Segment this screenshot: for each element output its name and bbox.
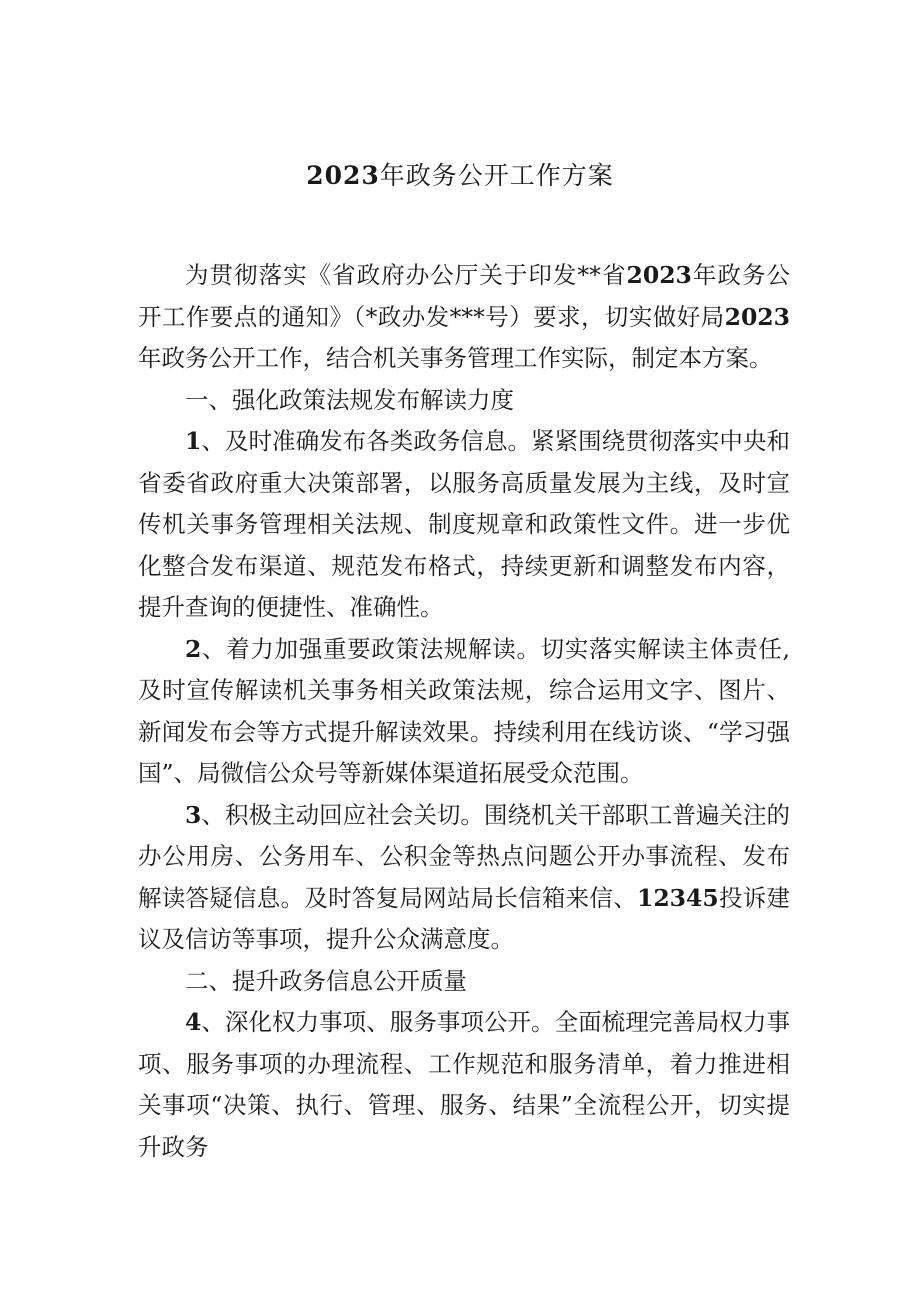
document-body <box>138 255 790 1168</box>
intro-text-1: 为贯彻落实《省政府办公厅关于印发**省 <box>185 261 627 289</box>
section-heading-2: 二、提升政务信息公开质量 <box>185 966 467 995</box>
intro-paragraph <box>138 255 790 380</box>
document-title <box>0 158 920 194</box>
title-year: 2023 <box>306 161 380 190</box>
item-number-2: 2 <box>185 634 202 663</box>
item-number-4: 4 <box>185 1008 202 1036</box>
item-paragraph-2 <box>138 629 790 795</box>
item-text-2: 、着力加强重要政策法规解读。切实落实解读主体责任,及时宣传解读机关事务相关政策法规，综合运用文字、图片、新闻发布会等方式提升解读效果。持续利用在线访谈、“学习强国”、局微信公众号等新媒体渠道拓展受众范围。 <box>138 634 790 787</box>
intro-text-2: 年政务公开工作要点的通知》（*政办发***号）要求，切实做好局 <box>138 261 791 331</box>
item-text-4: 、深化权力事项、服务事项公开。全面梳理完善局权力事项、服务事项的办理流程、工作规范和服务清单，着力推进相关事项“决策、执行、管理、服务、结果”全流程公开，切实提升政务 <box>138 1008 790 1161</box>
item-paragraph-1 <box>138 421 790 629</box>
intro-text-3: 年政务公开工作，结合机关事务管理工作实际，制定本方案。 <box>138 344 773 372</box>
item-text-3b: 投诉建议及信访等事项，提升公众满意度。 <box>138 883 791 953</box>
item-paragraph-4 <box>138 1002 790 1168</box>
item-hotline-number: 12345 <box>636 883 719 912</box>
intro-year-2: 2023 <box>724 302 790 331</box>
section-heading-1: 一、强化政策法规发布解读力度 <box>185 385 514 414</box>
title-text: 年政务公开工作方案 <box>379 161 614 190</box>
item-text-1: 、及时准确发布各类政务信息。紧紧围绕贯彻落实中央和省委省政府重大决策部署，以服务高质量发展为主线，及时宣传机关事务管理相关法规、制度规章和政策性文件。进一步优化整合发布渠道、规范发布格式，持续更新和调整发布内容，提升查询的便捷性、准确性。 <box>138 427 790 621</box>
item-text-3a: 、积极主动回应社会关切。围绕机关干部职工普遍关注的办公用房、公务用车、公积金等热点问题公开办事流程、发布解读答疑信息。及时答复局网站局长信箱来信、 <box>138 800 790 912</box>
item-number-1: 1 <box>185 427 202 455</box>
intro-year-1: 2023 <box>626 261 692 289</box>
item-paragraph-3 <box>138 795 790 961</box>
item-number-3: 3 <box>185 800 202 829</box>
